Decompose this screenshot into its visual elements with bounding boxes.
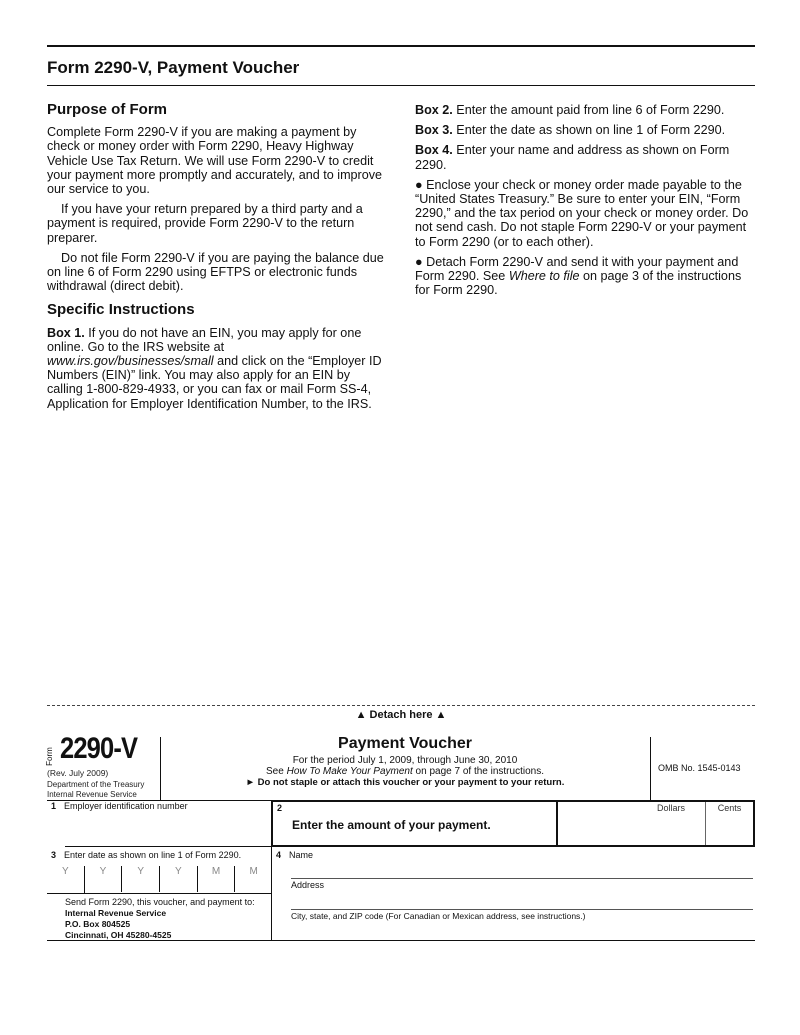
where-to-file: Where to file <box>508 269 580 284</box>
box2-label: Enter the amount of your payment. <box>292 818 491 832</box>
date-slot[interactable]: Y <box>85 866 123 892</box>
left-column <box>47 103 385 417</box>
mailing-address <box>65 897 255 941</box>
no-staple: ► Do not staple or attach this voucher or your payment to your return. <box>245 777 565 788</box>
box3-instructions <box>415 123 755 137</box>
address-label: Address <box>291 880 325 890</box>
purpose-p1: Complete Form 2290-V if you are making a payment by check or money order with Form 2290, Heavy Highway Vehicle Use Tax Return. We will use Form 2290-V to credit your payment more promptly and accurately, and to improve our service to you. <box>47 125 383 197</box>
name-field[interactable] <box>291 862 753 879</box>
right-column <box>415 103 755 303</box>
box4-text: Enter your name and address as shown on Form 2290. <box>415 143 730 172</box>
page-title: Form 2290-V, Payment Voucher <box>47 58 300 77</box>
detach-here: ▲ Detach here ▲ <box>355 709 447 721</box>
voucher-heading: Payment Voucher <box>338 735 472 752</box>
date-slot[interactable]: M <box>249 866 258 877</box>
box2-instructions <box>415 103 755 117</box>
divider <box>650 737 651 800</box>
see-text: See <box>266 766 287 777</box>
divider <box>160 737 161 800</box>
box1-label: Box 1. <box>47 325 85 340</box>
box3-label-row <box>47 850 272 860</box>
detach-line <box>47 705 755 706</box>
box3-number: 3 <box>51 850 57 860</box>
bullet-detach <box>415 255 755 298</box>
see-instructions <box>220 766 590 777</box>
date-slot[interactable]: Y <box>122 866 160 892</box>
box2-label: Box 2. <box>415 103 453 117</box>
box2-amount-field[interactable] <box>271 800 755 847</box>
address-line2: P.O. Box 804525 <box>65 919 131 929</box>
box1-ein-field[interactable] <box>47 801 272 846</box>
cents-field[interactable] <box>706 803 753 813</box>
department: Department of the Treasury <box>47 780 145 789</box>
send-to: Send Form 2290, this voucher, and payment to: <box>65 897 255 907</box>
box4-label: Box 4. <box>415 143 453 158</box>
irs-name: Internal Revenue Service <box>47 790 137 799</box>
box3-text: Enter the date as shown on line 1 of Form 2290. <box>452 123 726 138</box>
box4-instructions <box>415 143 755 171</box>
box1-text-cont: and click on the “Employer ID Numbers (EIN)” link. You may also apply for an EIN by calling 1-800-829-4933, or you can fax or mail Form SS-4, Application for Employer Identification Number, to the IRS. <box>47 354 382 411</box>
dollars-label: Dollars <box>656 803 685 813</box>
address-line3: Cincinnati, OH 45280-4525 <box>65 930 172 940</box>
bullet2-text-cont: on page 3 of the instructions for Form 2290. <box>415 269 742 298</box>
purpose-p2: If you have your return prepared by a third party and a payment is required, provide Form 2290-V to the return preparer. <box>47 202 363 245</box>
voucher-period: For the period July 1, 2009, through June 30, 2010 <box>292 755 518 766</box>
divider <box>47 893 272 894</box>
top-rule <box>47 45 755 47</box>
box3-label: Box 3. <box>415 123 453 138</box>
bottom-rule <box>47 940 755 941</box>
address-line1: Internal Revenue Service <box>65 908 167 918</box>
date-slot[interactable]: Y <box>47 866 85 893</box>
see-text-cont: on page 7 of the instructions. <box>412 766 544 777</box>
dollars-field[interactable] <box>558 803 705 813</box>
irs-link[interactable]: www.irs.gov/businesses/small <box>47 354 214 369</box>
purpose-heading: Purpose of Form <box>47 101 168 118</box>
box3-label: Enter date as shown on line 1 of Form 2290. <box>64 850 242 860</box>
name-label: Name <box>289 850 314 860</box>
address-field[interactable] <box>291 892 753 910</box>
form-number: 2290-V <box>60 732 138 765</box>
specific-heading: Specific Instructions <box>47 301 195 319</box>
box1-instructions <box>47 326 385 411</box>
bullet-enclose: ● Enclose your check or money order made payable to the “United States Treasury.” Be sure to enter your EIN, “Form 2290,” and the tax period on your check or money order. Do not send cash. Do not staple Form 2290-V or your payment to Form 2290 (or to each other). <box>415 177 749 249</box>
date-slot[interactable]: M <box>198 866 236 892</box>
form-word: Form <box>44 747 54 766</box>
bullet2-text: ● Detach Form 2290-V and send it with your payment and Form 2290. See <box>415 254 739 284</box>
box2-number: 2 <box>277 803 283 813</box>
omb-number: OMB No. 1545-0143 <box>658 763 741 773</box>
voucher-header <box>220 735 590 788</box>
purpose-p3: Do not file Form 2290-V if you are paying the balance due on line 6 of Form 2290 using EFTPS or electronic funds withdrawal (direct debit). <box>47 250 384 294</box>
see-em: How To Make Your Payment <box>286 766 413 777</box>
box4-number: 4 <box>276 850 282 860</box>
box1-number: 1 <box>51 801 57 811</box>
box1-label: Employer identification number <box>64 801 188 811</box>
city-label: City, state, and ZIP code (For Canadian or Mexican address, see instructions.) <box>291 911 586 921</box>
date-field[interactable] <box>47 866 272 892</box>
city-field[interactable] <box>291 922 753 940</box>
box2-text: Enter the amount paid from line 6 of Form 2290. <box>452 103 725 117</box>
date-slot[interactable]: Y <box>160 866 198 892</box>
divider <box>65 846 272 847</box>
revision: (Rev. July 2009) <box>47 768 109 778</box>
box4-row <box>272 850 313 860</box>
cents-label: Cents <box>717 803 742 813</box>
box1-text: If you do not have an EIN, you may apply for one online. Go to the IRS website at <box>47 325 362 354</box>
title-rule <box>47 85 755 86</box>
